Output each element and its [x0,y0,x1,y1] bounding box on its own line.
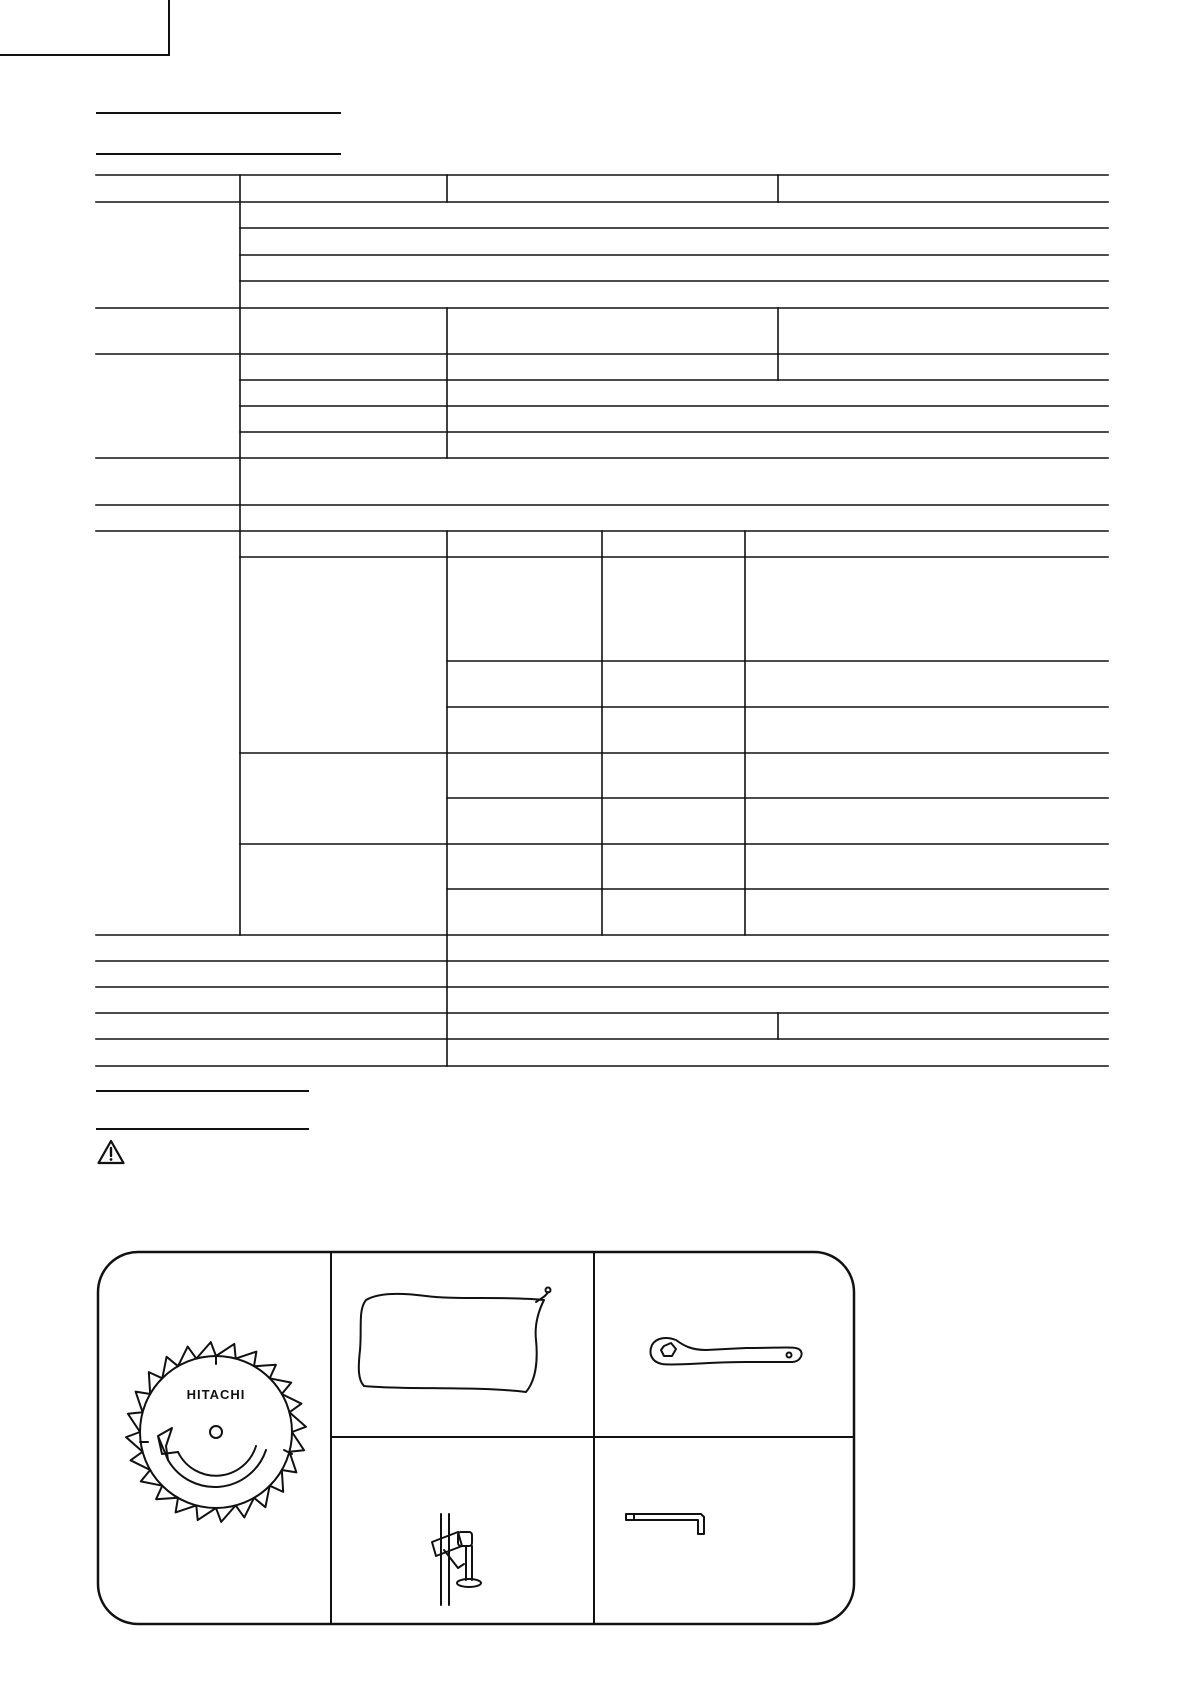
hex-bar-wrench-icon [626,1514,704,1534]
standard-accessories-panel [96,1250,858,1630]
blade-brand-label: HITACHI [186,1387,246,1402]
saw-blade-icon [126,1342,306,1522]
box-wrench-icon [650,1338,801,1365]
warning-triangle-icon [96,1138,126,1166]
dust-bag-icon [359,1288,551,1393]
section-title-underline [96,1090,309,1092]
vise-assembly-icon [432,1514,481,1605]
section-title-underline [96,1128,309,1130]
